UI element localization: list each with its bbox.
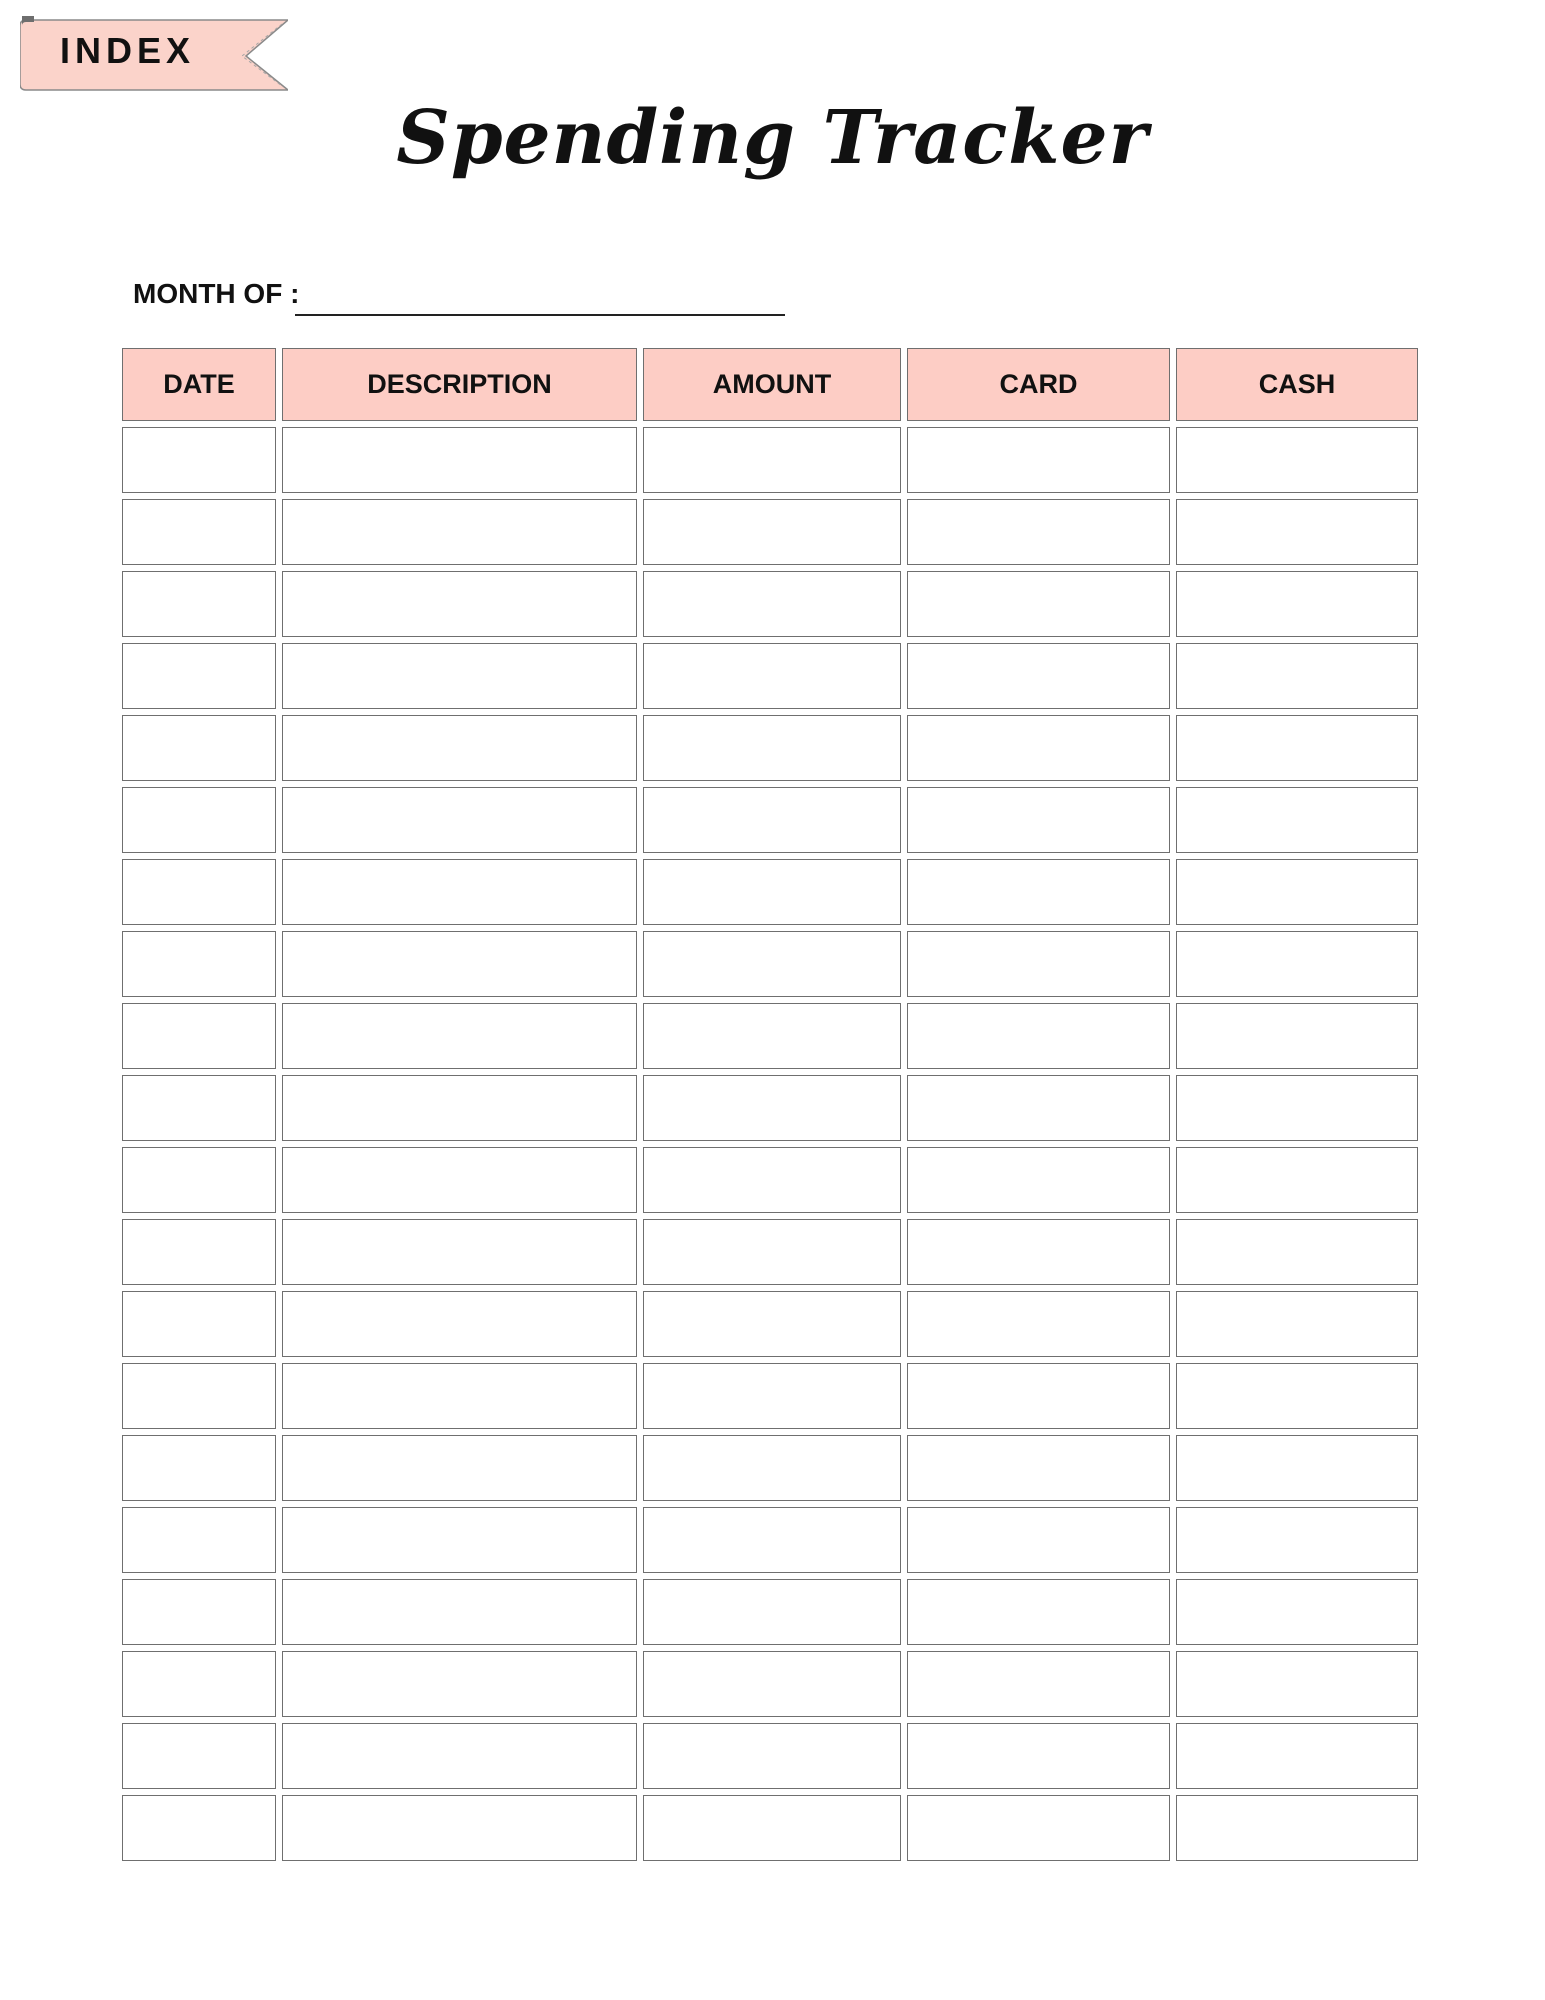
date-cell[interactable] (122, 499, 276, 565)
table-row (122, 1363, 1418, 1429)
card-cell[interactable] (907, 1003, 1170, 1069)
table-row (122, 1579, 1418, 1645)
cash-cell[interactable] (1176, 715, 1418, 781)
page-title: Spending Tracker (396, 95, 1149, 181)
month-of-input-line[interactable] (295, 314, 785, 316)
card-cell[interactable] (907, 1075, 1170, 1141)
description-cell[interactable] (282, 1147, 637, 1213)
table-row (122, 1507, 1418, 1573)
description-cell[interactable] (282, 715, 637, 781)
amount-cell[interactable] (643, 571, 901, 637)
table-row (122, 1291, 1418, 1357)
date-cell[interactable] (122, 1291, 276, 1357)
cash-cell[interactable] (1176, 787, 1418, 853)
table-row (122, 1219, 1418, 1285)
amount-cell[interactable] (643, 499, 901, 565)
description-cell[interactable] (282, 1507, 637, 1573)
description-cell[interactable] (282, 1363, 637, 1429)
amount-cell[interactable] (643, 1291, 901, 1357)
table-row (122, 1651, 1418, 1717)
card-cell[interactable] (907, 1579, 1170, 1645)
table-row (122, 427, 1418, 493)
cash-cell[interactable] (1176, 1291, 1418, 1357)
card-cell[interactable] (907, 1291, 1170, 1357)
card-cell[interactable] (907, 1651, 1170, 1717)
date-cell[interactable] (122, 1507, 276, 1573)
cash-cell[interactable] (1176, 643, 1418, 709)
cash-cell[interactable] (1176, 859, 1418, 925)
table-row (122, 1003, 1418, 1069)
description-cell[interactable] (282, 1219, 637, 1285)
column-header-card: CARD (907, 348, 1170, 421)
date-cell[interactable] (122, 787, 276, 853)
date-cell[interactable] (122, 1435, 276, 1501)
cash-cell[interactable] (1176, 1147, 1418, 1213)
table-row (122, 931, 1418, 997)
amount-cell[interactable] (643, 1723, 901, 1789)
amount-cell[interactable] (643, 1507, 901, 1573)
date-cell[interactable] (122, 427, 276, 493)
card-cell[interactable] (907, 787, 1170, 853)
date-cell[interactable] (122, 1147, 276, 1213)
cash-cell[interactable] (1176, 1507, 1418, 1573)
amount-cell[interactable] (643, 1795, 901, 1861)
table-row (122, 1435, 1418, 1501)
table-row (122, 1075, 1418, 1141)
table-row (122, 1147, 1418, 1213)
amount-cell[interactable] (643, 1651, 901, 1717)
description-cell[interactable] (282, 1723, 637, 1789)
amount-cell[interactable] (643, 1579, 901, 1645)
cash-cell[interactable] (1176, 427, 1418, 493)
date-cell[interactable] (122, 931, 276, 997)
date-cell[interactable] (122, 1795, 276, 1861)
column-header-date: DATE (122, 348, 276, 421)
date-cell[interactable] (122, 571, 276, 637)
amount-cell[interactable] (643, 1435, 901, 1501)
cash-cell[interactable] (1176, 1003, 1418, 1069)
description-cell[interactable] (282, 427, 637, 493)
description-cell[interactable] (282, 643, 637, 709)
date-cell[interactable] (122, 643, 276, 709)
description-cell[interactable] (282, 571, 637, 637)
cash-cell[interactable] (1176, 1723, 1418, 1789)
cash-cell[interactable] (1176, 1651, 1418, 1717)
table-row (122, 787, 1418, 853)
cash-cell[interactable] (1176, 1219, 1418, 1285)
column-header-description: DESCRIPTION (282, 348, 637, 421)
cash-cell[interactable] (1176, 1363, 1418, 1429)
date-cell[interactable] (122, 1075, 276, 1141)
card-cell[interactable] (907, 1147, 1170, 1213)
date-cell[interactable] (122, 1363, 276, 1429)
month-of-label: MONTH OF : (133, 278, 300, 309)
table-body (122, 427, 1418, 1861)
amount-cell[interactable] (643, 859, 901, 925)
table-row (122, 1795, 1418, 1861)
description-cell[interactable] (282, 1003, 637, 1069)
description-cell[interactable] (282, 1435, 637, 1501)
column-header-amount: AMOUNT (643, 348, 901, 421)
card-cell[interactable] (907, 643, 1170, 709)
description-cell[interactable] (282, 931, 637, 997)
amount-cell[interactable] (643, 715, 901, 781)
spending-table (122, 348, 1418, 1867)
date-cell[interactable] (122, 1003, 276, 1069)
amount-cell[interactable] (643, 787, 901, 853)
cash-cell[interactable] (1176, 1075, 1418, 1141)
cash-cell[interactable] (1176, 571, 1418, 637)
card-cell[interactable] (907, 1723, 1170, 1789)
index-tab-button[interactable] (20, 14, 288, 94)
card-cell[interactable] (907, 1363, 1170, 1429)
card-cell[interactable] (907, 1507, 1170, 1573)
description-cell[interactable] (282, 499, 637, 565)
card-cell[interactable] (907, 715, 1170, 781)
description-cell[interactable] (282, 1075, 637, 1141)
table-row (122, 715, 1418, 781)
description-cell[interactable] (282, 1651, 637, 1717)
description-cell[interactable] (282, 1795, 637, 1861)
date-cell[interactable] (122, 1723, 276, 1789)
card-cell[interactable] (907, 859, 1170, 925)
card-cell[interactable] (907, 499, 1170, 565)
amount-cell[interactable] (643, 643, 901, 709)
table-header-row (122, 348, 1418, 421)
amount-cell[interactable] (643, 1075, 901, 1141)
date-cell[interactable] (122, 715, 276, 781)
date-cell[interactable] (122, 1579, 276, 1645)
card-cell[interactable] (907, 1435, 1170, 1501)
card-cell[interactable] (907, 931, 1170, 997)
amount-cell[interactable] (643, 1219, 901, 1285)
cash-cell[interactable] (1176, 1795, 1418, 1861)
amount-cell[interactable] (643, 1003, 901, 1069)
table-row (122, 859, 1418, 925)
description-cell[interactable] (282, 859, 637, 925)
date-cell[interactable] (122, 1219, 276, 1285)
card-cell[interactable] (907, 427, 1170, 493)
table-row (122, 643, 1418, 709)
card-cell[interactable] (907, 1795, 1170, 1861)
table-row (122, 571, 1418, 637)
date-cell[interactable] (122, 859, 276, 925)
description-cell[interactable] (282, 787, 637, 853)
amount-cell[interactable] (643, 427, 901, 493)
card-cell[interactable] (907, 1219, 1170, 1285)
description-cell[interactable] (282, 1579, 637, 1645)
index-tab-label: INDEX (60, 30, 196, 71)
amount-cell[interactable] (643, 931, 901, 997)
cash-cell[interactable] (1176, 931, 1418, 997)
amount-cell[interactable] (643, 1363, 901, 1429)
cash-cell[interactable] (1176, 499, 1418, 565)
column-header-cash: CASH (1176, 348, 1418, 421)
date-cell[interactable] (122, 1651, 276, 1717)
description-cell[interactable] (282, 1291, 637, 1357)
cash-cell[interactable] (1176, 1435, 1418, 1501)
cash-cell[interactable] (1176, 1579, 1418, 1645)
amount-cell[interactable] (643, 1147, 901, 1213)
table-row (122, 499, 1418, 565)
table-row (122, 1723, 1418, 1789)
card-cell[interactable] (907, 571, 1170, 637)
